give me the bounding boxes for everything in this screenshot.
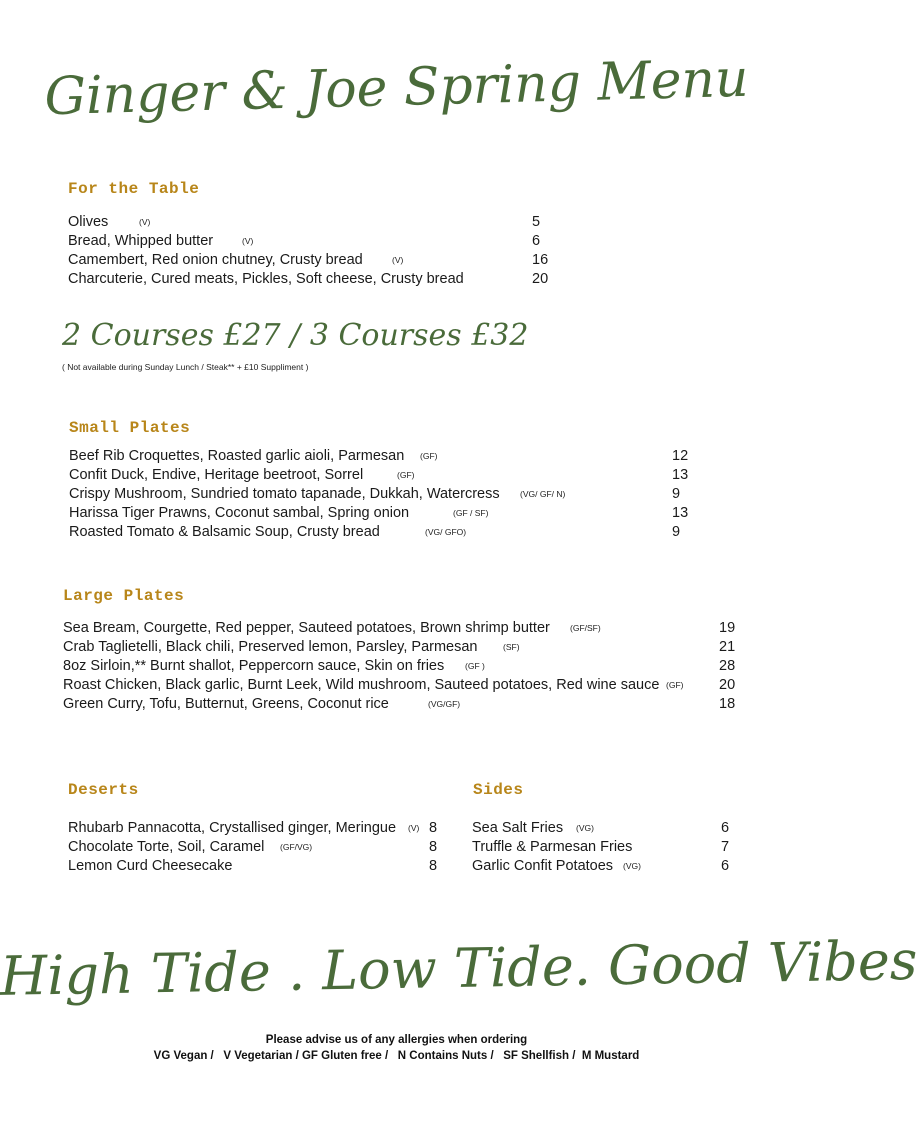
menu-item-name: Bread, Whipped butter: [68, 233, 214, 249]
menu-item-price: 6: [532, 233, 541, 249]
menu-item-price: 5: [532, 214, 541, 230]
menu-item-price: 20: [532, 271, 549, 287]
menu-item-name: Olives: [68, 214, 109, 230]
dietary-tag: (GF): [420, 451, 438, 461]
menu-item-price: 8: [429, 820, 438, 836]
menu-item-name: Sea Bream, Courgette, Red pepper, Sauteed potatoes, Brown shrimp butter: [63, 620, 550, 636]
tagline: High Tide . Low Tide. Good Vibes: [0, 928, 918, 1008]
menu-item-name: Beef Rib Croquettes, Roasted garlic aioli, Parmesan: [69, 448, 405, 464]
menu-item-price: 19: [719, 620, 736, 636]
section-heading-sides: Sides: [473, 781, 524, 799]
menu-item-name: Confit Duck, Endive, Heritage beetroot, Sorrel: [69, 467, 364, 483]
menu-item-price: 9: [672, 524, 681, 540]
menu-item-name: Sea Salt Fries: [472, 820, 564, 836]
section-heading-for-the-table: For the Table: [68, 180, 200, 198]
menu-item-price: 18: [719, 696, 736, 712]
menu-item-name: Chocolate Torte, Soil, Caramel: [68, 839, 265, 855]
dietary-tag: (GF ): [465, 661, 485, 671]
menu-item-price: 28: [719, 658, 736, 674]
courses-note: ( Not available during Sunday Lunch / Steak** + £10 Suppliment ): [62, 362, 309, 372]
dietary-tag: (GF/SF): [570, 623, 601, 633]
dietary-tag: (VG/ GFO): [425, 527, 467, 537]
section-heading-small-plates: Small Plates: [69, 419, 191, 437]
menu-item-price: 21: [719, 639, 736, 655]
dietary-tag: (VG): [623, 861, 641, 871]
menu-item-price: 6: [721, 820, 730, 836]
menu-item-name: Crispy Mushroom, Sundried tomato tapanade, Dukkah, Watercress: [69, 486, 500, 502]
dietary-tag: (SF): [503, 642, 520, 652]
dietary-tag: (V): [392, 255, 404, 265]
menu-item-price: 6: [721, 858, 730, 874]
menu-item-name: Crab Taglietelli, Black chili, Preserved lemon, Parsley, Parmesan: [63, 639, 478, 655]
menu-item-name: Truffle & Parmesan Fries: [472, 839, 633, 855]
menu-item-name: Roasted Tomato & Balsamic Soup, Crusty bread: [69, 524, 380, 540]
section-heading-large-plates: Large Plates: [63, 587, 185, 605]
menu-item-price: 20: [719, 677, 736, 693]
dietary-tag: (GF): [397, 470, 415, 480]
menu-item-price: 9: [672, 486, 681, 502]
menu-item-name: Garlic Confit Potatoes: [472, 858, 614, 874]
dietary-tag: (VG): [576, 823, 594, 833]
menu-item-price: 12: [672, 448, 689, 464]
menu-item-name: Lemon Curd Cheesecake: [68, 858, 233, 874]
dietary-tag: (V): [139, 217, 151, 227]
menu-item-price: 8: [429, 839, 438, 855]
dietary-tag: (GF/VG): [280, 842, 313, 852]
dietary-tag: (VG/GF): [428, 699, 461, 709]
menu-item-price: 16: [532, 252, 549, 268]
dietary-key: VG Vegan / V Vegetarian / GF Gluten free / N Contains Nuts / SF Shellfish / M Mustard: [153, 1050, 640, 1062]
dietary-tag: (V): [408, 823, 420, 833]
menu-item-name: 8oz Sirloin,** Burnt shallot, Peppercorn sauce, Skin on fries: [63, 658, 445, 674]
courses-offer: 2 Courses £27 / 3 Courses £32: [62, 318, 529, 353]
menu-item-name: Charcuterie, Cured meats, Pickles, Soft cheese, Crusty bread: [68, 271, 464, 287]
menu-item-price: 13: [672, 505, 689, 521]
menu-item-price: 8: [429, 858, 438, 874]
menu-item-name: Roast Chicken, Black garlic, Burnt Leek, Wild mushroom, Sauteed potatoes, Red wine sauce: [63, 677, 660, 693]
dietary-tag: (V): [242, 236, 254, 246]
menu-item-price: 13: [672, 467, 689, 483]
dietary-tag: (GF): [666, 680, 684, 690]
menu-title: Ginger & Joe Spring Menu: [43, 48, 750, 128]
menu-item-name: Harissa Tiger Prawns, Coconut sambal, Spring onion: [69, 505, 410, 521]
dietary-tag: (GF / SF): [453, 508, 489, 518]
menu-item-price: 7: [721, 839, 730, 855]
menu-item-name: Green Curry, Tofu, Butternut, Greens, Coconut rice: [63, 696, 389, 712]
allergy-notice: Please advise us of any allergies when ordering: [265, 1034, 528, 1046]
menu-item-name: Camembert, Red onion chutney, Crusty bread: [68, 252, 363, 268]
section-heading-deserts: Deserts: [68, 781, 139, 799]
dietary-tag: (VG/ GF/ N): [520, 489, 566, 499]
menu-item-name: Rhubarb Pannacotta, Crystallised ginger, Meringue: [68, 820, 397, 836]
